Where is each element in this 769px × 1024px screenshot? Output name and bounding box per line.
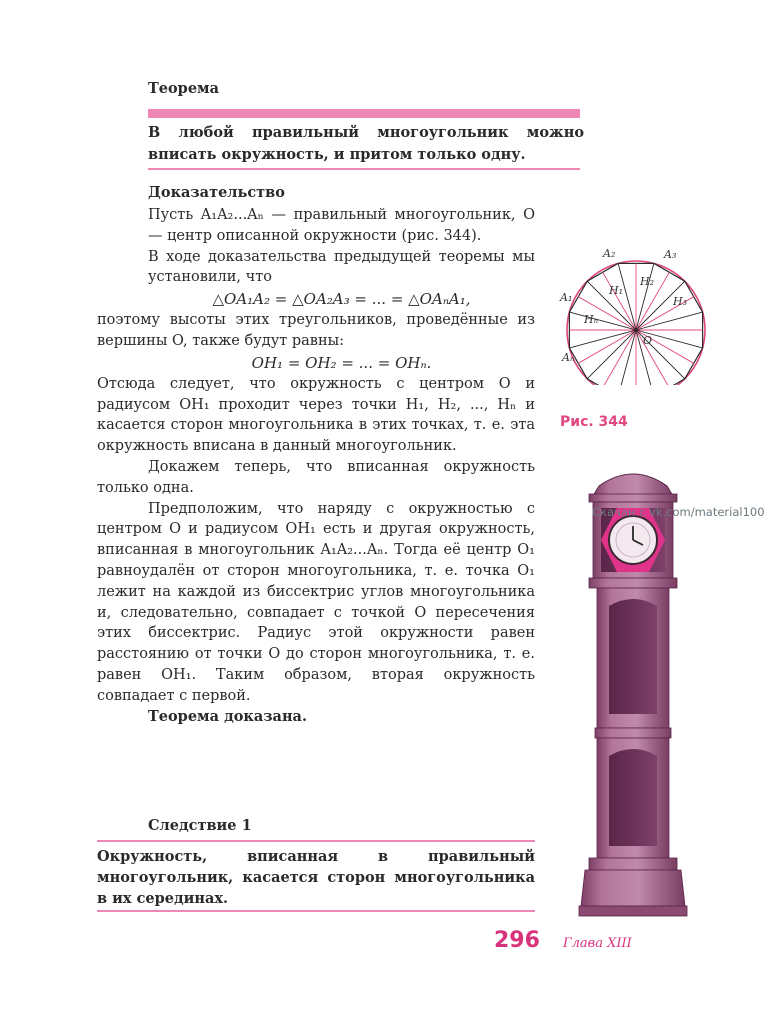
watermark: Скачан с vk.com/material100 <box>592 505 765 519</box>
label-an: Aₙ <box>562 351 575 364</box>
theorem-top-rule <box>148 109 580 118</box>
proof-paragraph-3: поэтому высоты этих треугольников, проведённые из вершины O, также будут равны: <box>97 312 535 349</box>
radius-line <box>569 312 636 330</box>
label-o: O <box>643 334 653 347</box>
theorem-bottom-rule <box>148 168 580 170</box>
corollary-statement: Окружность, вписанная в правильный многоугольник, касается сторон многоугольника в их серединах. <box>97 848 535 907</box>
theorem-heading: Теорема <box>148 80 220 97</box>
radius-line <box>569 330 636 348</box>
proof-paragraph-1: Пусть A₁A₂...Aₙ — правильный многоугольник, O — центр описанной окружности (рис. 344). <box>148 207 535 244</box>
label-a3: A₃ <box>664 248 677 261</box>
formula-heights: OH₁ = OH₂ = ... = OHₙ. <box>251 353 432 372</box>
page-number: 296 <box>494 928 540 953</box>
corollary-bottom-rule <box>97 910 535 912</box>
chapter-label: Глава XIII <box>563 936 632 951</box>
radius-line <box>636 263 654 330</box>
grandfather-clock-illustration <box>577 466 689 918</box>
regular-polygon-figure <box>556 245 716 385</box>
label-a2: A₂ <box>603 247 616 260</box>
radius-line <box>636 312 703 330</box>
label-h1: H₁ <box>609 284 624 297</box>
figure-caption: Рис. 344 <box>560 414 628 430</box>
label-h3: H₃ <box>673 295 688 308</box>
corollary-top-rule <box>97 840 535 842</box>
label-hn: Hₙ <box>584 313 599 326</box>
proof-paragraph-6: Предположим, что наряду с окружностью с центром O и радиусом OH₁ есть и другая окружность, вписанная в многоугольник A₁A₂...Aₙ. Тогда её центр O₁ равноудалён от сторон многоугольника, т. е. точка O₁ лежит на каждой из биссектрис углов многоугольника и, следовательно, совпадает с точкой O пересечения этих биссектрис. Радиус этой окружности равен расстоянию от точки O до сторон многоугольника, т. е. равен OH₁. Таким образом, вторая окружность совпадает с первой. <box>97 500 535 704</box>
theorem-statement: В любой правильный многоугольник можно вписать окружность, и притом только одну. <box>148 124 584 163</box>
proof-conclusion: Теорема доказана. <box>148 707 307 725</box>
proof-paragraph-5: Докажем теперь, что вписанная окружность только одна. <box>97 458 535 496</box>
apothem-line <box>636 330 669 385</box>
radius-line <box>618 330 636 385</box>
center-point <box>634 328 638 332</box>
label-h2: H₂ <box>640 275 655 288</box>
formula-triangles: △OA₁A₂ = △OA₂A₃ = ... = △OAₙA₁, <box>212 290 471 309</box>
proof-paragraph-4: Отсюда следует, что окружность с центром O и радиусом OH₁ проходит через точки H₁, H₂, ..., Hₙ и касается сторон многоугольника в этих точках, т. е. эта окружность вписана в данный многоугольник. <box>97 375 535 455</box>
proof-paragraph-2: В ходе доказательства предыдущей теоремы мы установили, что <box>148 248 535 286</box>
proof-heading: Доказательство <box>148 184 285 201</box>
corollary-heading: Следствие 1 <box>148 817 252 834</box>
label-a1: A₁ <box>560 291 573 304</box>
proof-body <box>97 205 535 727</box>
apothem-line <box>603 330 636 385</box>
